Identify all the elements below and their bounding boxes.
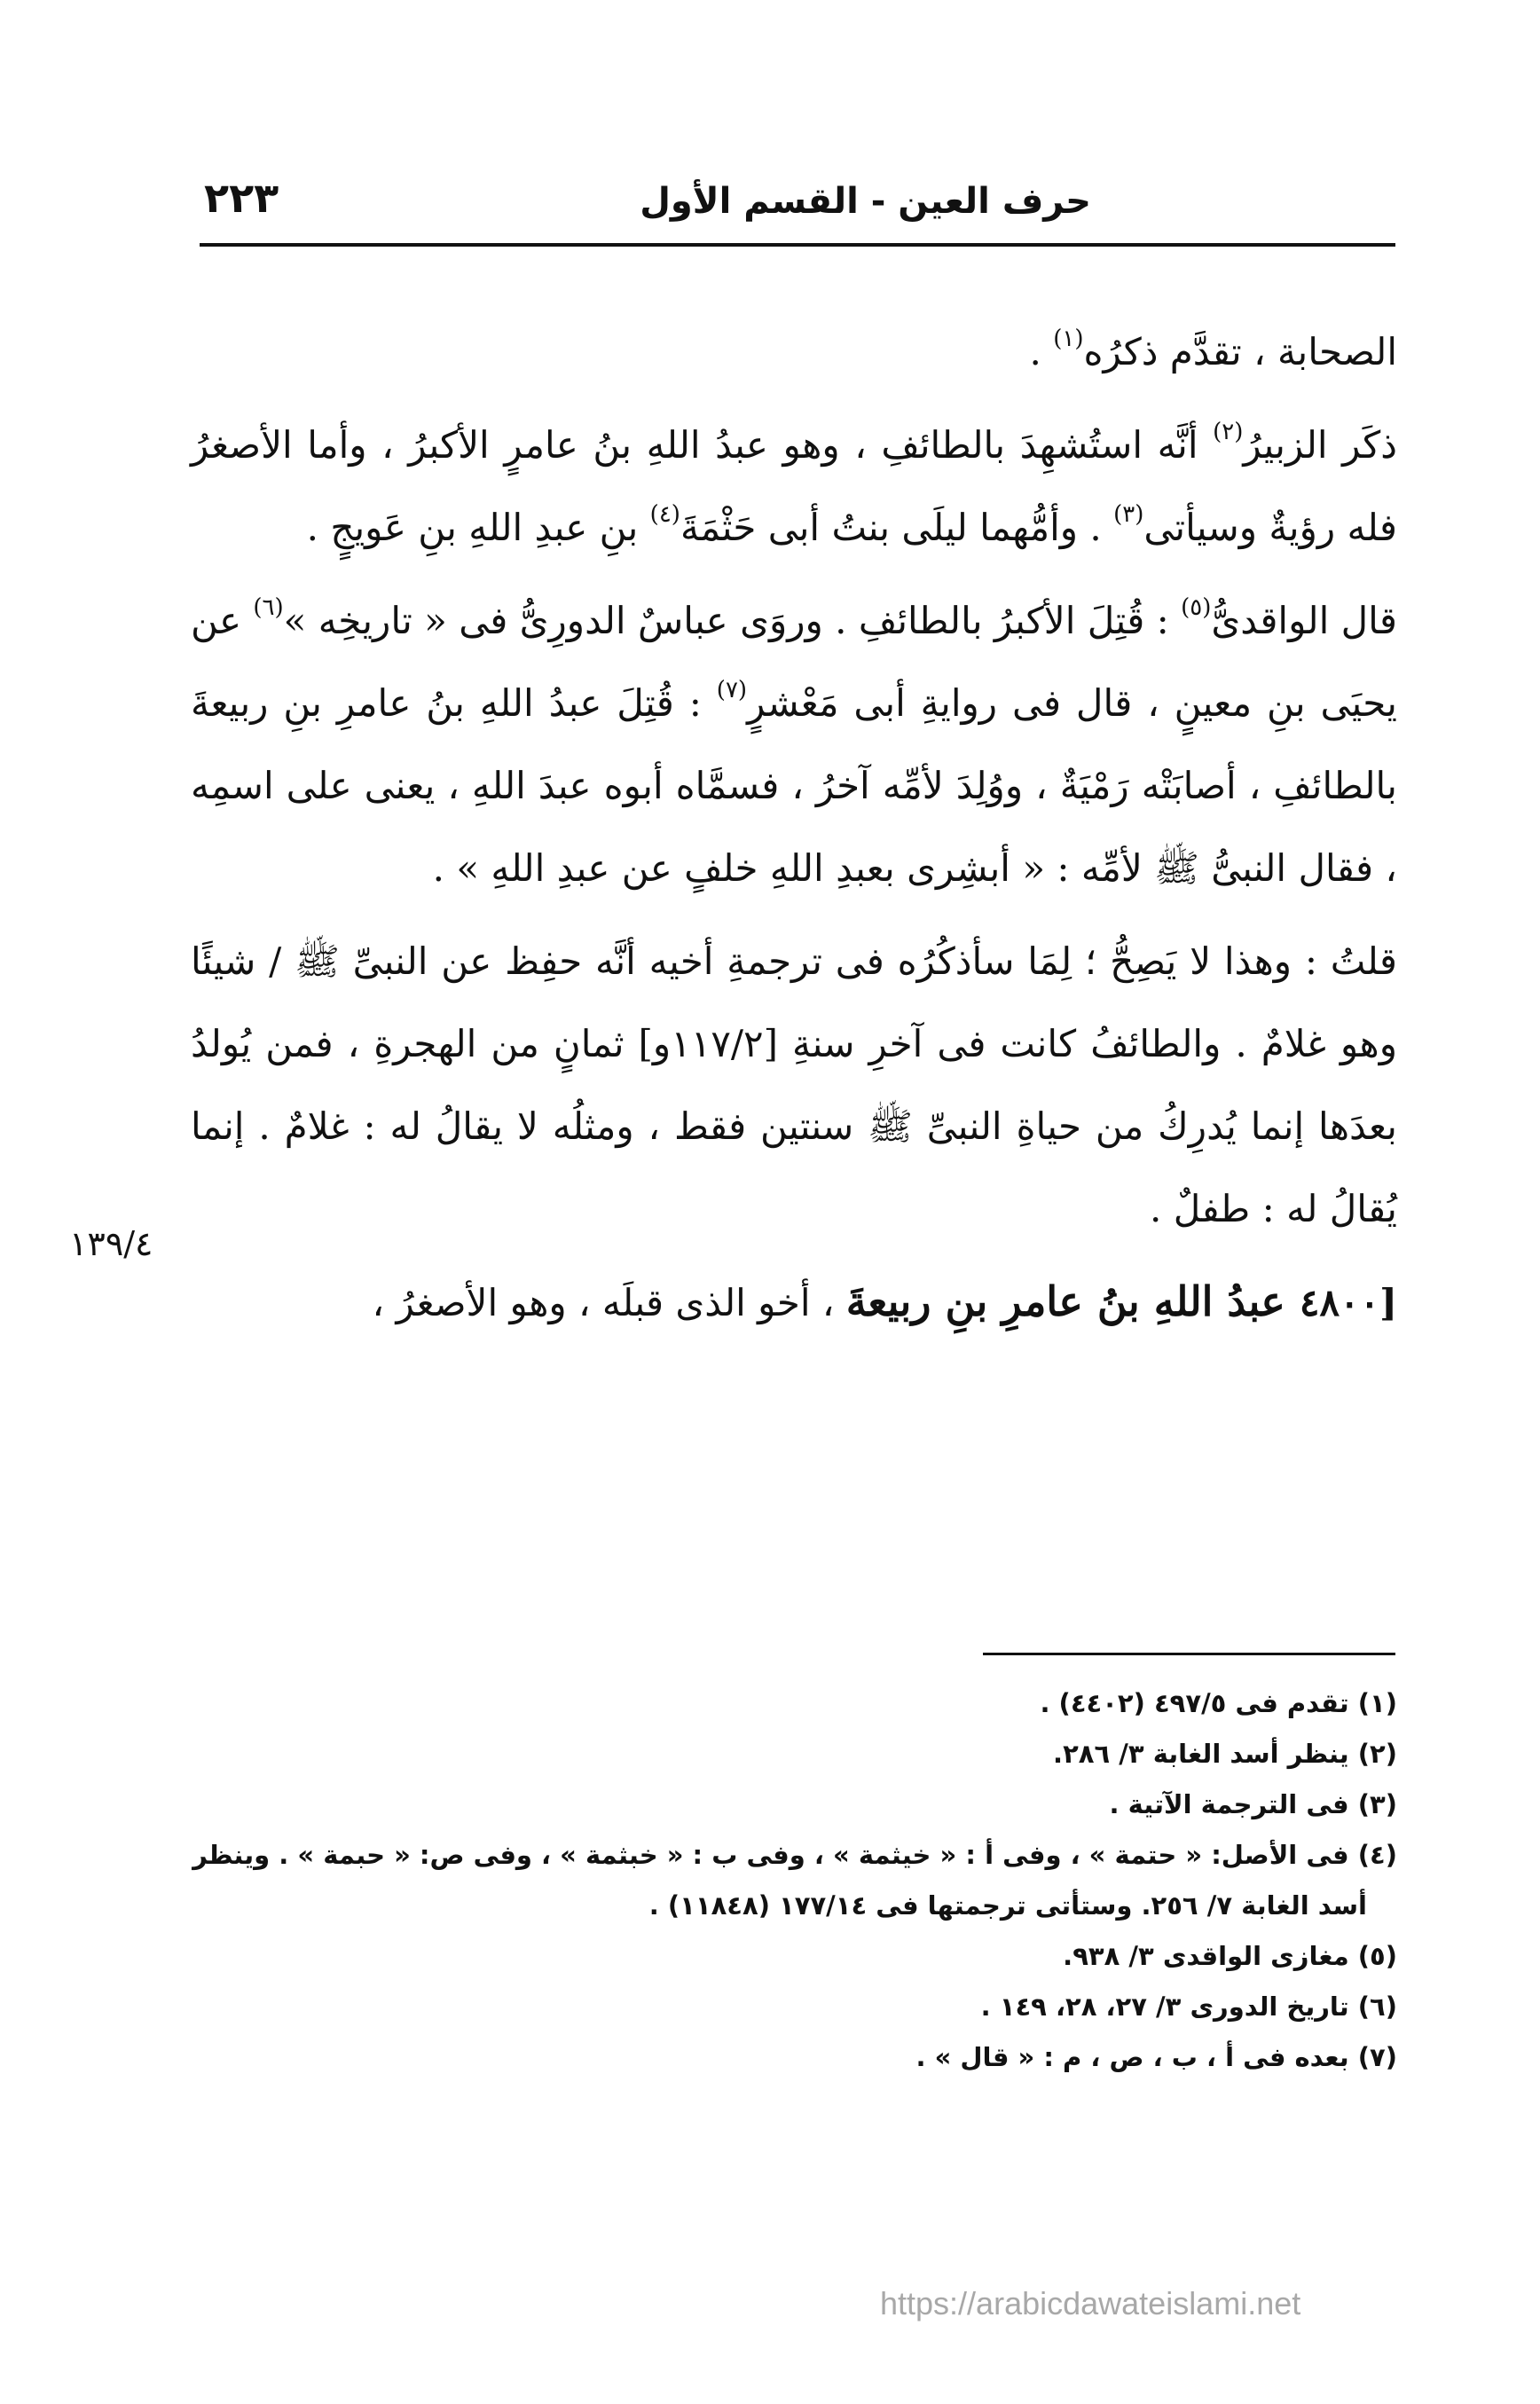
paragraph-4 [191, 920, 1397, 1250]
header-rule [200, 243, 1395, 247]
p2-a: ذكَر الزبيرُ [1243, 423, 1397, 467]
footnote-ref-3: (٣) [1113, 501, 1144, 528]
p3-c: عن يحيَى بنِ معينٍ ، قال فى روايةِ أبى مَعْشرٍ [191, 599, 1397, 725]
footnote-ref-1: (١) [1053, 326, 1084, 352]
footnote-ref-7: (٧) [716, 677, 748, 703]
footnote-6: (٦) تاريخ الدورى ٣/ ٢٧، ٢٨، ١٤٩ . [980, 1992, 1397, 2022]
page-number: ٢٢٣ [204, 174, 279, 222]
entry-number: [٤٨٠٠ [1299, 1281, 1397, 1324]
paragraph-5-entry [191, 1261, 1397, 1344]
p1-text: الصحابة ، تقدَّم ذكرُه [1083, 330, 1397, 373]
entry-name: عبدُ اللهِ بنُ عامرِ بنِ ربيعةَ [845, 1277, 1300, 1325]
p1-end: . [1029, 330, 1054, 373]
p3-d: : قُتِلَ عبدُ اللهِ بنُ عامرِ بنِ ربيعةَ بالطائفِ ، أصابَتْه رَمْيَةٌ ، ووُلِدَ لأمِّه آخرُ ، فسمَّاه أبوه عبدَ اللهِ ، يعنى على اسمِه ، فقال النبىُّ ﷺ لأمِّه : « أبشِرى بعبدِ اللهِ خلفٍ عن عبدِ اللهِ » . [191, 681, 1397, 890]
footnote-1: (١) تقدم فى ٤٩٧/٥ (٤٤٠٢) . [1040, 1688, 1397, 1718]
footnote-rule [983, 1653, 1395, 1655]
manuscript-ref: [١١٧/٢و] [638, 1022, 778, 1065]
footnote-ref-4: (٤) [649, 501, 680, 528]
footnote-3: (٣) فى الترجمة الآتية . [1109, 1789, 1397, 1819]
p2-d: بنِ عبدِ اللهِ بنِ عَويجٍ . [306, 506, 650, 549]
p3-b: : قُتِلَ الأكبرُ بالطائفِ . وروَى عباسٌ الدورِىُّ فى « تاريخِه » [283, 599, 1182, 642]
footnote-2: (٢) ينظر أسد الغابة ٣/ ٢٨٦. [1053, 1739, 1397, 1769]
main-text [191, 310, 1397, 1344]
footnotes [191, 1678, 1397, 2083]
p3-a: قال الواقدىُّ [1211, 599, 1397, 642]
watermark-url: https://arabicdawateislami.net [880, 2285, 1301, 2322]
footnote-ref-2: (٢) [1213, 419, 1244, 445]
paragraph-3 [191, 579, 1397, 909]
footnote-ref-5: (٥) [1181, 594, 1212, 621]
margin-volume-ref: ١٣٩/٤ [69, 1224, 153, 1263]
footnote-4: (٤) فى الأصل: « حتمة » ، وفى أ : « خيثمة » ، وفى ب : « خبثمة » ، وفى ص: « حبمة » . وينظر [192, 1840, 1397, 1870]
running-title: حرف العين - القسم الأول [640, 181, 1091, 222]
footnote-ref-6: (٦) [253, 594, 284, 621]
p2-c: . وأمُّهما ليلَى بنتُ أبى حَثْمَةَ [680, 506, 1114, 549]
entry-rest: ، أخو الذى قبلَه ، وهو الأصغرُ ، [372, 1281, 846, 1324]
p4-b: ثمانٍ من الهجرةِ ، فمن يُولدُ بعدَها إنما يُدرِكُ من حياةِ النبىِّ ﷺ سنتين فقط ، ومثلُه لا يقالُ له : غلامٌ . إنما يُقالُ له : طفلٌ . [191, 1022, 1397, 1230]
paragraph-1 [191, 310, 1397, 393]
p2-b: أنَّه استُشهِدَ بالطائفِ ، وهو عبدُ اللهِ بنُ عامرٍ الأكبرُ ، وأما الأصغرُ فله رؤيةٌ وسيأتى [191, 423, 1397, 549]
p4-a: قلتُ : وهذا لا يَصِحُّ ؛ لِمَا سأذكُرُه فى ترجمةِ أخيه أنَّه حفِظ عن النبىِّ ﷺ / شيئًا وهو غلامٌ . والطائفُ كانت فى آخرِ سنةِ [191, 939, 1397, 1065]
page-header [204, 174, 1397, 236]
footnote-5: (٥) مغازى الواقدى ٣/ ٩٣٨. [1063, 1941, 1397, 1971]
footnote-7: (٧) بعده فى أ ، ب ، ص ، م : « قال » . [915, 2042, 1397, 2072]
paragraph-2 [191, 404, 1397, 569]
footnote-4-continued: أسد الغابة ٧/ ٢٥٦. وستأتى ترجمتها فى ١٧٧/١٤ (١١٨٤٨) . [648, 1890, 1367, 1921]
